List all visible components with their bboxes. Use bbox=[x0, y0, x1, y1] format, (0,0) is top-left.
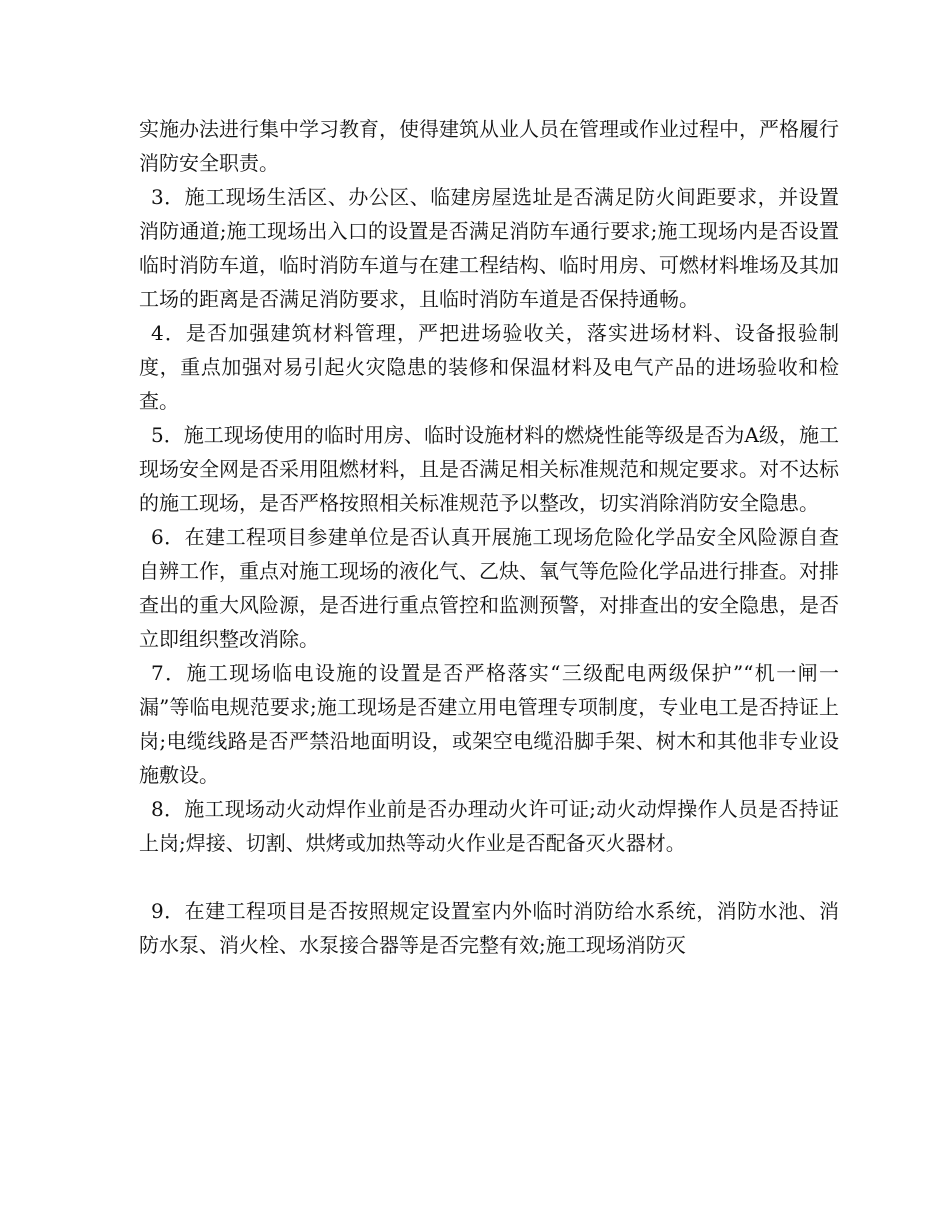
paragraph-continuation: 实施办法进行集中学习教育，使得建筑从业人员在管理或作业过程中，严格履行消防安全职责。 bbox=[139, 117, 839, 175]
document-body bbox=[139, 112, 839, 962]
paragraph-item-3: 3．施工现场生活区、办公区、临建房屋选址是否满足防火间距要求，并设置消防通道;施工现场出入口的设置是否满足消防车通行要求;施工现场内是否设置临时消防车道，临时消防车道与在建工程结构、临时用房、可燃材料堆场及其加工场的距离是否满足消防要求，且临时消防车道是否保持通畅。 bbox=[139, 185, 839, 311]
paragraph-item-8: 8．施工现场动火动焊作业前是否办理动火许可证;动火动焊操作人员是否持证上岗;焊接、切割、烘烤或加热等动火作业是否配备灭火器材。 bbox=[139, 797, 839, 855]
paragraph-item-5: 5．施工现场使用的临时用房、临时设施材料的燃烧性能等级是否为A级，施工现场安全网是否采用阻燃材料，且是否满足相关标准规范和规定要求。对不达标的施工现场，是否严格按照相关标准规范予以整改，切实消除消防安全隐患。 bbox=[139, 423, 839, 515]
paragraph-item-6: 6．在建工程项目参建单位是否认真开展施工现场危险化学品安全风险源自查自辨工作，重点对施工现场的液化气、乙炔、氧气等危险化学品进行排查。对排查出的重大风险源，是否进行重点管控和监测预警，对排查出的安全隐患，是否立即组织整改消除。 bbox=[139, 525, 839, 651]
paragraph-item-7: 7．施工现场临电设施的设置是否严格落实“三级配电两级保护”“机一闸一漏”等临电规范要求;施工现场是否建立用电管理专项制度，专业电工是否持证上岗;电缆线路是否严禁沿地面明设，或架空电缆沿脚手架、树木和其他非专业设施敷设。 bbox=[139, 661, 839, 787]
paragraph-item-9: 9．在建工程项目是否按照规定设置室内外临时消防给水系统，消防水池、消防水泵、消火栓、水泵接合器等是否完整有效;施工现场消防灭 bbox=[139, 899, 839, 957]
paragraph-item-4: 4．是否加强建筑材料管理，严把进场验收关，落实进场材料、设备报验制度，重点加强对易引起火灾隐患的装修和保温材料及电气产品的进场验收和检查。 bbox=[139, 321, 839, 413]
